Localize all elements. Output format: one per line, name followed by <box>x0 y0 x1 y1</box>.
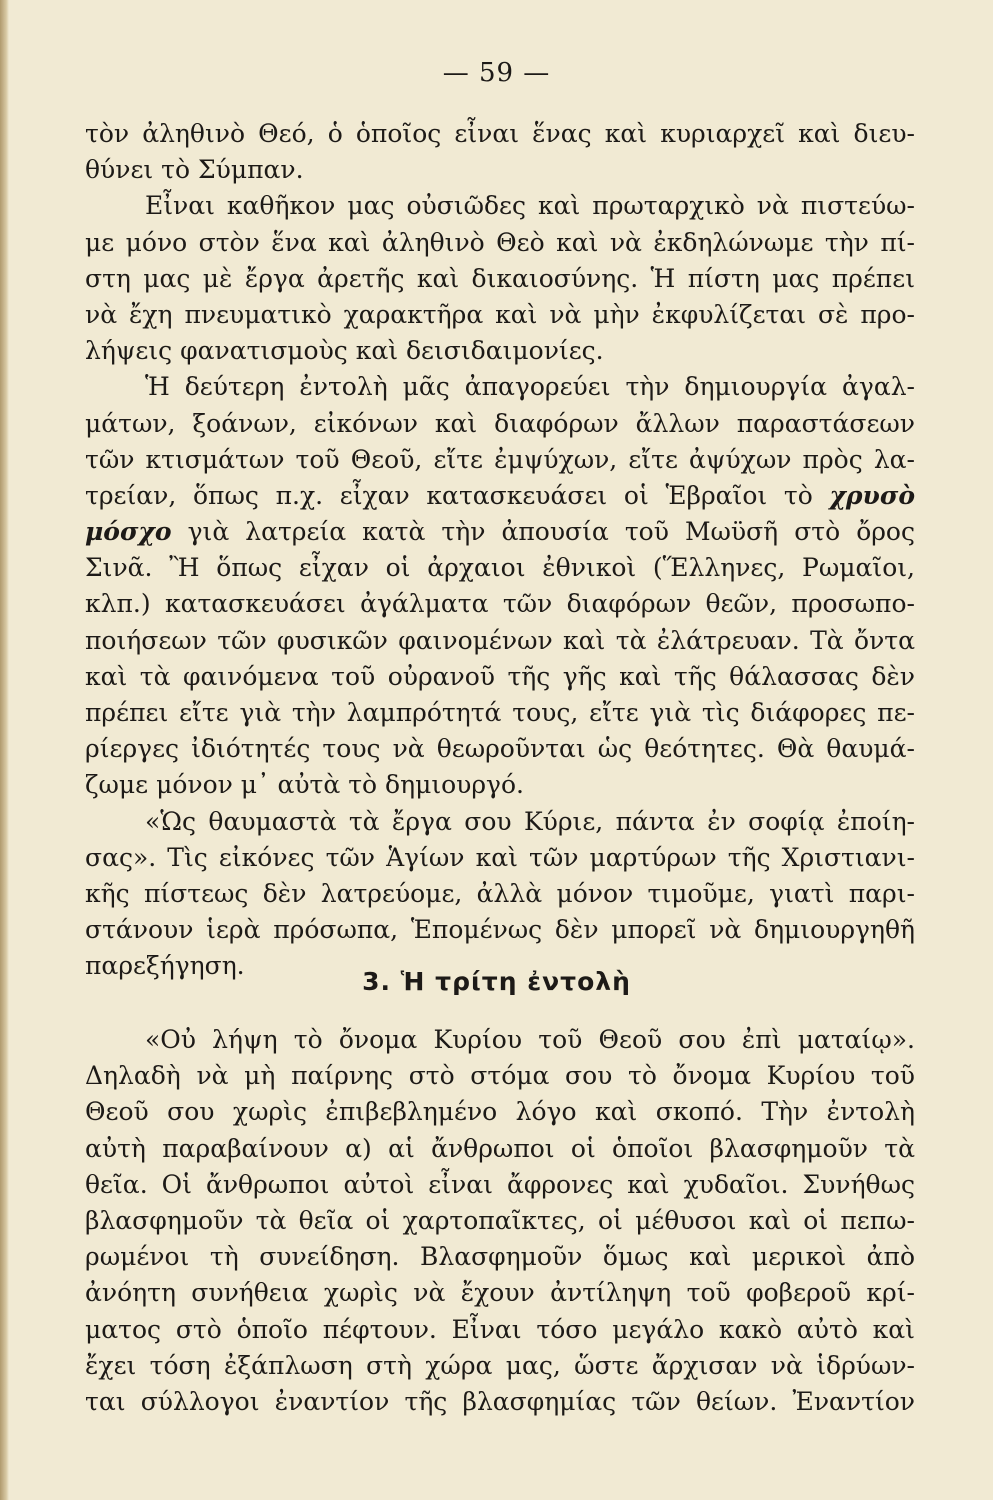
text-line: Θεοῦ σου χωρὶς ἐπιβεβλημένο λόγο καὶ σκοπό. Τὴν ἐντολὴ <box>85 1097 915 1127</box>
text-line: Σινᾶ. Ἢ ὅπως εἶχαν οἱ ἀρχαιοι ἐθνικοὶ (Ἕλληνες, Ρωμαῖοι, <box>85 553 915 583</box>
text-line: καὶ τὰ φαινόμενα τοῦ οὐρανοῦ τῆς γῆς καὶ τῆς θάλασσας δὲν <box>85 661 915 691</box>
text-line: ζωμε μόνον μ᾿ αὐτὰ τὸ δημιουργό. <box>85 770 525 800</box>
text-line: μάτων, ξοάνων, εἰκόνων καὶ διαφόρων ἄλλων παραστάσεων <box>85 408 915 438</box>
text-line: Ἡ δεύτερη ἐντολὴ μᾶς ἀπαγορεύει τὴν δημιουργία ἀγαλ- <box>145 372 915 402</box>
text-segment: γιὰ λατρεία κατὰ τὴν ἀπουσία τοῦ Μωϋσῆ στὸ ὄρος <box>171 517 915 547</box>
text-line <box>85 478 915 514</box>
text-line: Δηλαδὴ νὰ μὴ παίρνης στὸ στόμα σου τὸ ὄνομα Κυρίου τοῦ <box>85 1061 915 1091</box>
body-text-top <box>85 116 915 985</box>
section-heading: 3. Ἡ τρίτη ἐντολὴ <box>362 967 631 996</box>
text-line: τὸν ἀληθινὸ Θεό, ὁ ὁποῖος εἶναι ἕνας καὶ κυριαρχεῖ καὶ διευ- <box>85 119 915 148</box>
text-line: ρίεργες ἰδιότητές τους νὰ θεωροῦνται ὡς θεότητες. Θὰ θαυμά- <box>85 734 915 764</box>
text-line: στη μας μὲ ἔργα ἀρετῆς καὶ δικαιοσύνης. Ἡ πίστη μας πρέπει <box>85 263 915 293</box>
emphasized-text: χρυσὸ <box>829 480 915 510</box>
body-text-bottom <box>85 1022 915 1420</box>
text-line: νὰ ἔχη πνευματικὸ χαρακτῆρα καὶ νὰ μὴν ἐκφυλίζεται σὲ προ- <box>85 299 915 329</box>
text-line: ρωμένοι τὴ συνείδηση. Βλασφημοῦν ὅμως καὶ μερικοὶ ἀπὸ <box>85 1242 915 1272</box>
text-line: κλπ.) κατασκευάσει ἀγάλματα τῶν διαφόρων θεῶν, προσωπο- <box>85 589 915 619</box>
text-line: λήψεις φανατισμοὺς καὶ δεισιδαιμονίες. <box>85 336 604 366</box>
text-line: θεῖα. Οἱ ἄνθρωποι αὐτοὶ εἶναι ἄφρονες καὶ χυδαῖοι. Συνήθως <box>85 1169 915 1199</box>
text-line: κῆς πίστεως δὲν λατρεύομε, ἀλλὰ μόνον τιμοῦμε, γιατὶ παρι- <box>85 878 915 908</box>
text-line: με μόνο στὸν ἕνα καὶ ἀληθινὸ Θεὸ καὶ νὰ ἐκδηλώνωμε τὴν πί- <box>85 227 915 257</box>
text-line: ποιήσεων τῶν φυσικῶν φαινομένων καὶ τὰ ἐλάτρευαν. Τὰ ὄντα <box>85 625 915 655</box>
text-line: στάνουν ἱερὰ πρόσωπα, Ἑπομένως δὲν μπορεῖ νὰ δημιουργηθῆ <box>85 915 915 945</box>
emphasized-text: μόσχο <box>85 517 172 547</box>
text-line: τῶν κτισμάτων τοῦ Θεοῦ, εἴτε ἐμψύχων, εἴτε ἀψύχων πρὸς λα- <box>85 444 915 474</box>
text-line: θύνει τὸ Σύμπαν. <box>85 155 304 185</box>
text-line: ἔχει τόση ἐξάπλωση στὴ χώρα μας, ὥστε ἄρχισαν νὰ ἱδρύων- <box>85 1350 915 1380</box>
text-line: «Οὐ λήψη τὸ ὄνομα Κυρίου τοῦ Θεοῦ σου ἐπὶ ματαίῳ». <box>145 1025 915 1054</box>
text-line: βλασφημοῦν τὰ θεῖα οἱ χαρτοπαῖκτες, οἱ μέθυσοι καὶ οἱ πεπω- <box>85 1205 915 1235</box>
page-spine-shadow <box>0 0 9 1500</box>
page-number: — 59 — <box>442 58 551 88</box>
text-line: ματος στὸ ὁποῖο πέφτουν. Εἶναι τόσο μεγάλο κακὸ αὐτὸ καὶ <box>85 1314 915 1344</box>
text-line: σας». Τὶς εἰκόνες τῶν Ἁγίων καὶ τῶν μαρτύρων τῆς Χριστιανι- <box>85 842 915 872</box>
text-line: ἀνόητη συνήθεια χωρὶς νὰ ἔχουν ἀντίληψη τοῦ φοβεροῦ κρί- <box>85 1278 915 1308</box>
text-line: αὐτὴ παραβαίνουν α) αἱ ἄνθρωποι οἱ ὁποῖοι βλασφημοῦν τὰ <box>85 1133 915 1163</box>
text-line: Εἶναι καθῆκον μας οὐσιῶδες καὶ πρωταρχικὸ νὰ πιστεύω- <box>145 191 915 221</box>
text-line <box>85 514 915 550</box>
text-line: «Ὡς θαυμαστὰ τὰ ἔργα σου Κύριε, πάντα ἐν σοφίᾳ ἐποίη- <box>145 806 915 836</box>
text-line: ται σύλλογοι ἐναντίον τῆς βλασφημίας τῶν θείων. Ἐναντίον <box>85 1386 915 1416</box>
text-line: παρεξήγηση. <box>85 951 245 981</box>
text-line: πρέπει εἴτε γιὰ τὴν λαμπρότητά τους, εἴτε γιὰ τὶς διάφορες πε- <box>85 698 915 727</box>
text-segment: τρείαν, ὅπως π.χ. εἶχαν κατασκευάσει οἱ Ἑβραῖοι τὸ <box>85 480 830 510</box>
